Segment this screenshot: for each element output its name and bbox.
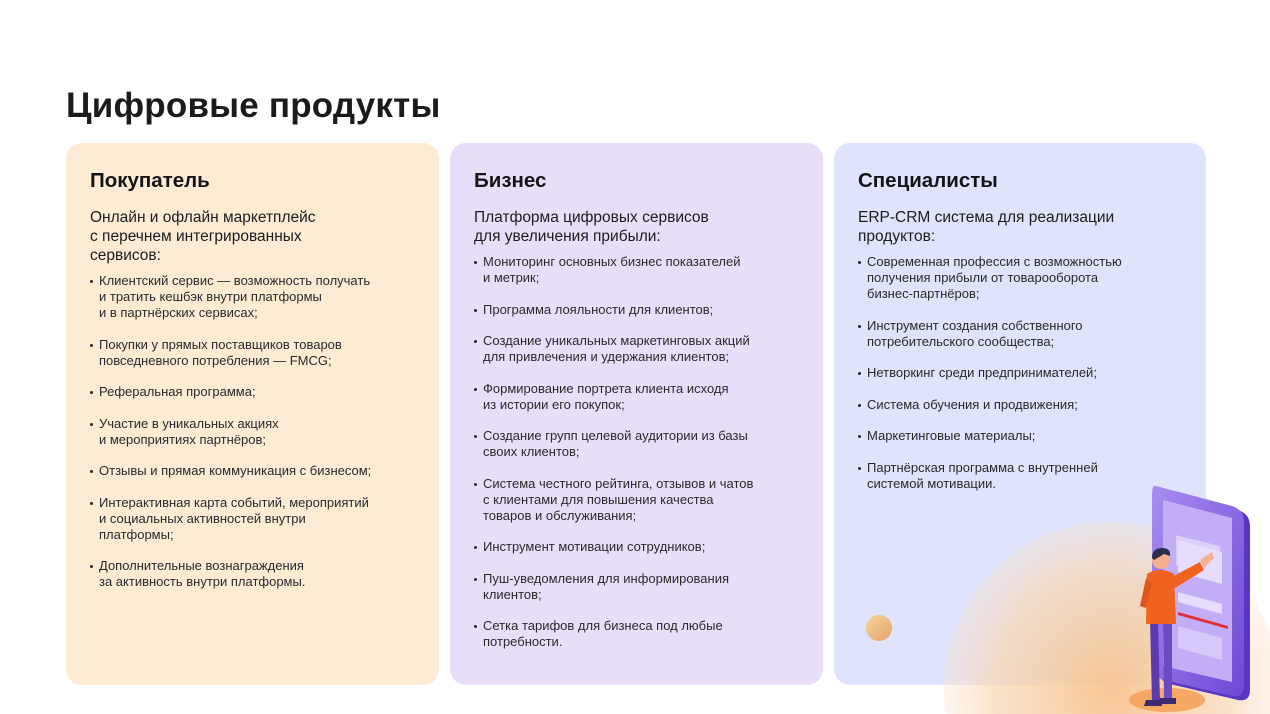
list-item: Участие в уникальных акциях и мероприятиях партнёров;: [90, 416, 415, 448]
list-item: Маркетинговые материалы;: [858, 428, 1182, 444]
list-item: Партнёрская программа с внутренней системой мотивации.: [858, 460, 1182, 492]
list-item: Интерактивная карта событий, мероприятий и социальных активностей внутри платформы;: [90, 495, 415, 543]
page-title: Цифровые продукты: [66, 86, 441, 125]
card-business-title: Бизнес: [474, 169, 547, 192]
list-item: Покупки у прямых поставщиков товаров повседневного потребления — FMCG;: [90, 337, 415, 369]
list-item: Нетворкинг среди предпринимателей;: [858, 365, 1182, 381]
list-item: Клиентский сервис — возможность получать и тратить кешбэк внутри платформы и в партнёрских сервисах;: [90, 273, 415, 321]
list-item: Мониторинг основных бизнес показателей и метрик;: [474, 254, 799, 286]
list-item: Программа лояльности для клиентов;: [474, 302, 799, 318]
card-buyer: [66, 143, 439, 685]
list-item: Создание групп целевой аудитории из базы своих клиентов;: [474, 428, 799, 460]
list-item: Создание уникальных маркетинговых акций для привлечения и удержания клиентов;: [474, 333, 799, 365]
list-item: Формирование портрета клиента исходя из истории его покупок;: [474, 381, 799, 413]
card-business-lead: Платформа цифровых сервисов для увеличения прибыли:: [474, 209, 709, 245]
card-buyer-list: [90, 273, 415, 590]
list-item: Система честного рейтинга, отзывов и чатов с клиентами для повышения качества товаров и обслуживания;: [474, 476, 799, 524]
list-item: Система обучения и продвижения;: [858, 397, 1182, 413]
card-business-list: [474, 254, 799, 650]
list-item: Пуш-уведомления для информирования клиентов;: [474, 571, 799, 603]
card-buyer-title: Покупатель: [90, 169, 210, 192]
card-specialists-lead: ERP-CRM система для реализации продуктов:: [858, 209, 1115, 245]
card-buyer-lead: Онлайн и офлайн маркетплейс с перечнем интегрированных сервисов:: [90, 209, 316, 264]
list-item: Сетка тарифов для бизнеса под любые потребности.: [474, 618, 799, 650]
card-specialists: [834, 143, 1206, 685]
list-item: Инструмент мотивации сотрудников;: [474, 539, 799, 555]
card-business: [450, 143, 823, 685]
floor-plate-shape: [1129, 688, 1205, 712]
card-specialists-list: [858, 254, 1182, 492]
list-item: Дополнительные вознаграждения за активность внутри платформы.: [90, 558, 415, 590]
card-specialists-title: Специалисты: [858, 169, 998, 192]
list-item: Реферальная программа;: [90, 384, 415, 400]
list-item: Современная профессия с возможностью получения прибыли от товарооборота бизнес-партнёров;: [858, 254, 1182, 302]
list-item: Отзывы и прямая коммуникация с бизнесом;: [90, 463, 415, 479]
list-item: Инструмент создания собственного потребительского сообщества;: [858, 318, 1182, 350]
